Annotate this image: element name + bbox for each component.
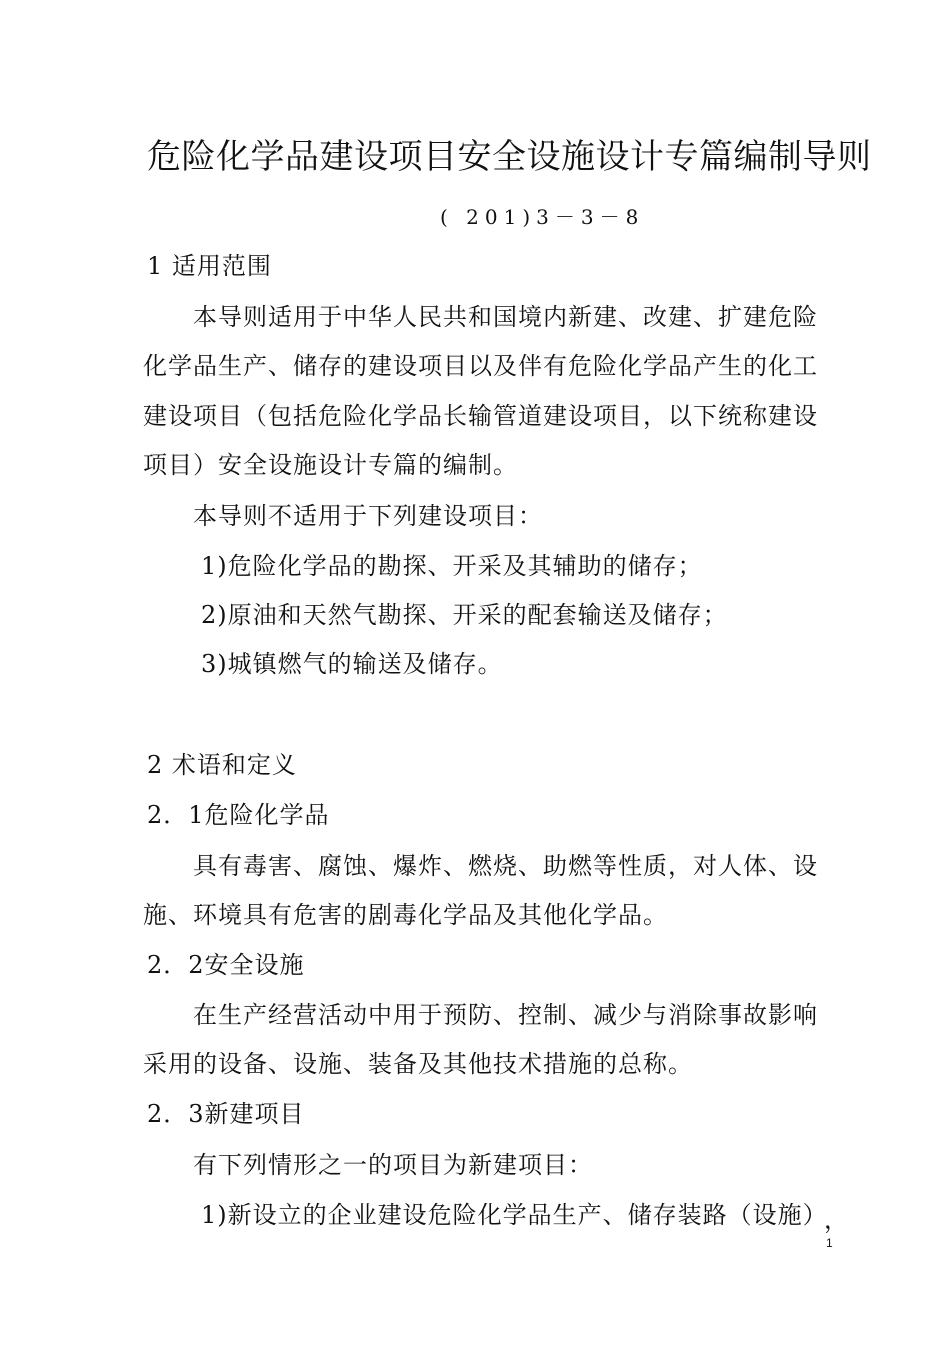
page-number: 1 [826, 1236, 833, 1250]
exclusion-item: 3)城镇燃气的输送及储存。 [201, 650, 503, 678]
subsection-heading: 2．1危险化学品 [147, 801, 330, 829]
subsection-heading: 2．2安全设施 [147, 951, 305, 979]
exclusion-item: 2)原油和天然气勘探、开采的配套输送及储存； [201, 601, 728, 629]
definition-line: 施、环境具有危害的剧毒化学品及其他化学品。 [143, 901, 668, 929]
section-1-paragraph-line: 本导则适用于中华人民共和国境内新建、改建、扩建危险 [193, 303, 818, 331]
section-1-paragraph-line: 化学品生产、储存的建设项目以及伴有危险化学品产生的化工 [143, 352, 818, 380]
document-date: ( 201)3－3－8 [440, 205, 645, 229]
definition-line: 在生产经营活动中用于预防、控制、减少与消除事故影响 [193, 1001, 818, 1029]
trailing-comma: ， [824, 1206, 849, 1234]
section-1-heading: 1 适用范围 [147, 252, 272, 280]
exclusion-item: 1)危险化学品的勘探、开采及其辅助的储存； [201, 552, 703, 580]
subsection-heading: 2．3新建项目 [147, 1100, 305, 1128]
definition-line: 采用的设备、设施、装备及其他技术措施的总称。 [143, 1050, 693, 1078]
section-1-paragraph-line: 项目）安全设施设计专篇的编制。 [143, 451, 518, 479]
section-1-exclusion-intro: 本导则不适用于下列建设项目： [193, 502, 543, 530]
document-title: 危险化学品建设项目安全设施设计专篇编制导则 [147, 137, 872, 177]
definition-line: 1)新设立的企业建设危险化学品生产、储存装路（设施） [201, 1201, 828, 1229]
section-1-paragraph-line: 建设项目（包括危险化学品长输管道建设项目，以下统称建设 [143, 402, 818, 430]
definition-line: 具有毒害、腐蚀、爆炸、燃烧、助燃等性质，对人体、设 [193, 852, 818, 880]
definition-line: 有下列情形之一的项目为新建项目： [193, 1151, 593, 1179]
section-2-heading: 2 术语和定义 [147, 751, 297, 779]
